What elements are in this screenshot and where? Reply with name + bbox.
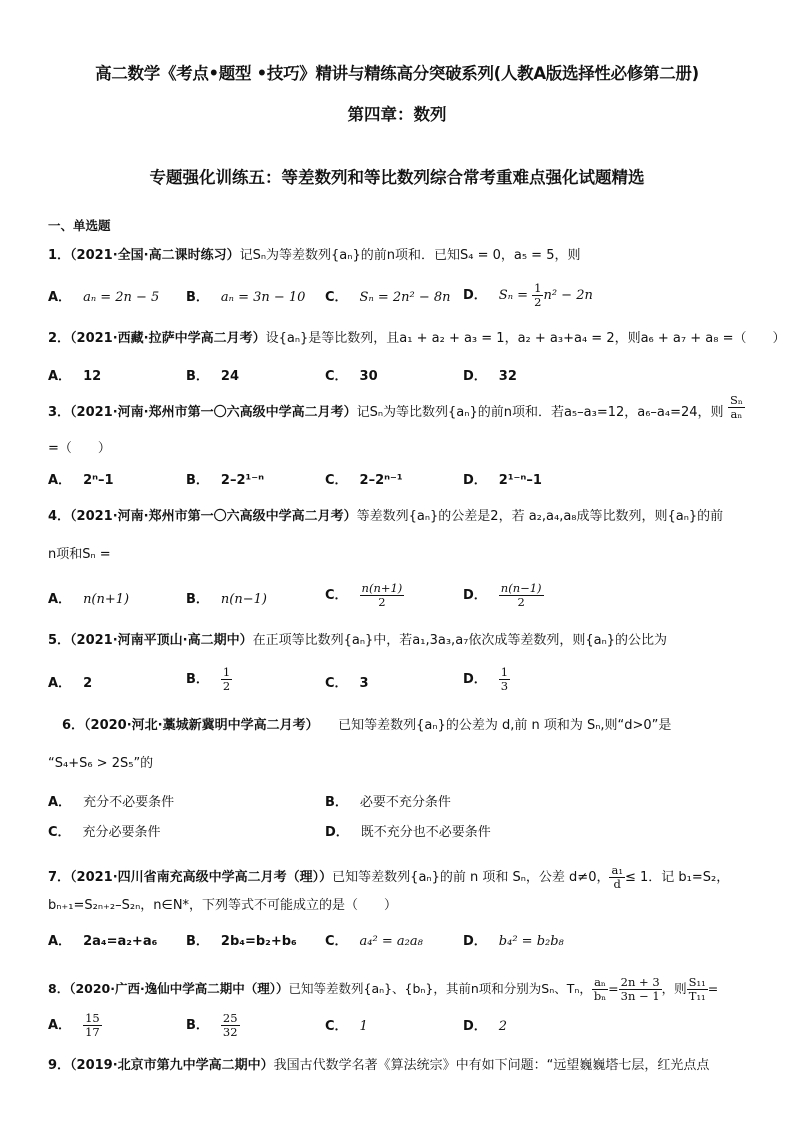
- option-d[interactable]: D． 2¹⁻ⁿ–1: [463, 473, 542, 488]
- option-a[interactable]: A． 12: [48, 369, 102, 384]
- option-d[interactable]: D． b₄² = b₂b₈: [463, 934, 564, 949]
- option-b[interactable]: B． aₙ = 3n − 10: [186, 290, 306, 305]
- question-7: 7．（2021·四川省南充高级中学高二月考（理））已知等差数列{aₙ}的前 n 项和 Sₙ，公差 d≠0， $\frac{\text{a₁}}{d}$ ≤ 1．记 b₁=S₂，: [48, 863, 730, 891]
- option-c[interactable]: C． 3: [325, 676, 369, 691]
- option-c[interactable]: C． 2–2ⁿ⁻¹: [325, 473, 403, 488]
- option-d[interactable]: D． $\frac{1}{3}$: [463, 665, 509, 693]
- option-d[interactable]: D． Sₙ = $\frac{1}{2}$ n² − 2n: [463, 281, 593, 309]
- option-a[interactable]: A． n(n+1): [48, 592, 130, 607]
- question-2: 2．（2021·西藏·拉萨中学高二月考）设{aₙ}是等比数列，且a₁ + a₂ + a₃ = 1，a₂ + a₃+a₄ = 2，则a₆ + a₇ + a₈ =（ ）: [48, 331, 786, 346]
- option-b[interactable]: B． 2–2¹⁻ⁿ: [186, 473, 264, 488]
- option-a[interactable]: A． $\frac{15}{17}$: [48, 1011, 100, 1039]
- question-3: 3．（2021·河南·郑州市第一〇六高级中学高二月考）记Sₙ为等比数列{aₙ}的前n项和．若a₅–a₃=12，a₆–a₄=24，则: [48, 405, 724, 420]
- option-c[interactable]: C． 1: [325, 1019, 368, 1034]
- question-7-cont: bₙ₊₁=S₂ₙ₊₂–S₂ₙ，n∈N*，下列等式不可能成立的是（ ）: [48, 898, 398, 913]
- series-title: 高二数学《考点•题型 •技巧》精讲与精练高分突破系列(人教A版选择性必修第二册): [95, 64, 699, 83]
- question-5: 5．（2021·河南平顶山·高二期中）在正项等比数列{aₙ}中，若a₁,3a₃,a₇依次成等差数列，则{aₙ}的公比为: [48, 633, 668, 648]
- option-d[interactable]: D． 既不充分也不必要条件: [325, 825, 491, 840]
- question-6: 6．（2020·河北·藁城新冀明中学高二月考） 已知等差数列{aₙ}的公差为 d,前 n 项和为 Sₙ,则“d>0”是: [62, 718, 672, 733]
- option-b[interactable]: B． 必要不充分条件: [325, 795, 451, 810]
- option-d[interactable]: D． $\frac{n(n-1)}{2}$: [463, 581, 542, 609]
- option-b[interactable]: B． n(n−1): [186, 592, 267, 607]
- question-1: [48, 247, 580, 265]
- question-source: （2021·全国·高二课时练习）: [70, 248, 240, 263]
- fraction: $\frac{\text{Sₙ}}{\text{aₙ}}$: [730, 393, 743, 421]
- topic-title: 专题强化训练五：等差数列和等比数列综合常考重难点强化试题精选: [149, 168, 645, 187]
- chapter-title: 第四章：数列: [347, 105, 447, 124]
- option-a[interactable]: A． 2ⁿ–1: [48, 473, 114, 488]
- question-6-cont: “S₄+S₆ > 2S₅”的: [48, 756, 154, 771]
- option-c[interactable]: C． $\frac{n(n+1)}{2}$: [325, 581, 403, 609]
- option-a[interactable]: A． 充分不必要条件: [48, 795, 175, 810]
- option-c[interactable]: C． a₄² = a₂a₈: [325, 934, 423, 949]
- section-title: 一、单选题: [48, 218, 111, 233]
- option-b[interactable]: B． 2b₄=b₂+b₆: [186, 934, 297, 949]
- option-b[interactable]: B． $\frac{25}{32}$: [186, 1011, 238, 1039]
- option-c[interactable]: C． Sₙ = 2n² − 8n: [325, 290, 451, 305]
- question-8: 8．（2020·广西·逸仙中学高二期中（理））已知等差数列{aₙ}、{bₙ}，其前n项和分别为Sₙ、Tₙ， $\frac{\text{aₙ}}{\text{bₙ}}$ = $\frac{2n + 3}{3n - 1}$ ，则 $\frac{\text{S₁₁}}{\text{T₁₁}}$ =: [48, 975, 719, 1003]
- option-a[interactable]: A． 2: [48, 676, 93, 691]
- option-d[interactable]: D． 2: [463, 1019, 508, 1034]
- fraction: $\frac{\text{a₁}}{d}$: [611, 863, 623, 891]
- option-b[interactable]: B． $\frac{1}{2}$: [186, 665, 231, 693]
- option-c[interactable]: C． 30: [325, 369, 378, 384]
- question-4: 4．（2021·河南·郑州市第一〇六高级中学高二月考）等差数列{aₙ}的公差是2，若 a₂,a₄,a₈成等比数列，则{aₙ}的前: [48, 509, 724, 524]
- option-d[interactable]: D． 32: [463, 369, 517, 384]
- question-3-cont: =（ ）: [48, 441, 111, 456]
- option-a[interactable]: A． aₙ = 2n − 5: [48, 290, 160, 305]
- option-c[interactable]: C． 充分必要条件: [48, 825, 161, 840]
- question-4-cont: n项和Sₙ =: [48, 547, 111, 562]
- option-a[interactable]: A． 2a₄=a₂+a₆: [48, 934, 158, 949]
- question-stem: 记Sₙ为等差数列{aₙ}的前n项和．已知S₄ = 0，a₅ = 5，则: [239, 248, 581, 263]
- question-9: 9．（2019·北京市第九中学高二期中）我国古代数学名著《算法统宗》中有如下问题：“远望巍巍塔七层，红光点点: [48, 1058, 710, 1073]
- question-number: 1．: [48, 248, 71, 263]
- fraction: $\frac{1}{2}$: [534, 281, 542, 309]
- option-b[interactable]: B． 24: [186, 369, 240, 384]
